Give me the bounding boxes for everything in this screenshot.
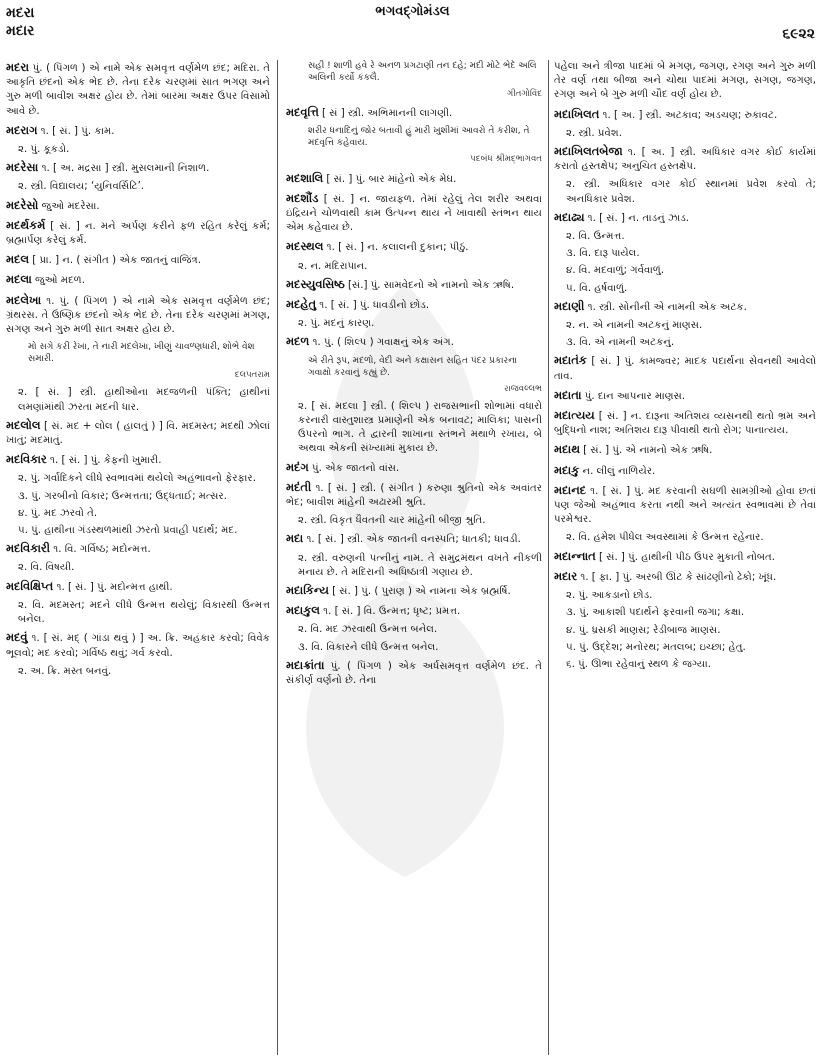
definition-text: ૧. [ સં. ] પું. મદોન્મત્ત હાથી. xyxy=(53,581,173,593)
definition-text: ૧. [ સં. ] પું. કેફની ખુમારી. xyxy=(46,455,162,467)
headword: મદાન્નાત xyxy=(554,548,596,563)
definition-text: ૧. વિ. ગર્વિષ્ઠ; મદોન્મત્ત. xyxy=(50,544,151,556)
dictionary-entry xyxy=(6,123,270,139)
dictionary-entry xyxy=(6,418,270,448)
quotation-source: પદબંધ શ્રીમદ્ભાગવત xyxy=(470,154,542,165)
definition-text: ૧. [ સં. ] વિ. ઉન્મત્ત; ધૃષ્ટ; પ્રમત્ત. xyxy=(319,606,461,618)
sub-definition: ૬. પું. ઊભા રહેવાનું સ્થળ કે જગ્યા. xyxy=(566,658,711,670)
headword: મદાક્રાંતા xyxy=(286,657,325,672)
headword: મદાણી xyxy=(554,298,585,313)
dictionary-entry xyxy=(6,218,270,248)
page-number: ૬૯૨૨ xyxy=(782,26,815,42)
definition-text: [ સં. ] પું. હાથીની પીઠ ઉપર મુકાતી નોબત. xyxy=(595,551,776,563)
quotation: શરીર ધનાદિનું જોર બતાવી હું મારી ખુશીમાં આવરો તે કરીશ, તે મદવૃત્તિ કહેવાય. xyxy=(308,126,530,149)
definition-text: ૧. [ અ. ] સ્ત્રી. અધિકાર વગર કોઈ કાર્યમાં કરાતો હસ્તક્ષેપ; અનુચિત હસ્તક્ષેપ. xyxy=(554,147,816,173)
dictionary-entry xyxy=(286,191,542,236)
dictionary-entry xyxy=(6,272,270,288)
sub-definition: ૨. સ્ત્રી. વિદ્યાલય; ‘યુનિવર્સિટિ’. xyxy=(18,181,145,193)
dictionary-entry xyxy=(554,549,816,565)
sub-definition: ૩. પું. આકાશી પદાર્થને ફરવાની જગા; કક્ષા. xyxy=(566,607,745,619)
headword: મદાતા xyxy=(554,387,582,402)
headword: મદાતંક xyxy=(554,353,587,368)
definition-text: ૧. [ સં. ] ન. તાડનું ઝાડ. xyxy=(584,212,690,224)
sub-definition: ૨. સ્ત્રી. વિકૃત ધૈવતની ચાર માંહેની બીજી શ્રુતિ. xyxy=(298,515,486,527)
quotation-source: રાજવલ્લભ xyxy=(504,383,542,394)
dictionary-entry xyxy=(286,277,542,293)
sub-definition: ૨. પું. કૂકડો. xyxy=(18,144,70,156)
dictionary-entry xyxy=(286,171,542,187)
definition-text: [ સં. ] ન. જાયફળ. તેમાં રહેલું તેલ શરીર અથવા ઇંદ્રિયને ચોળવાથી કામ ઉત્પન્ન થાય ને ખાવાથી સ્તંભન થાય એમ કહેવાય છે. xyxy=(286,193,542,234)
dictionary-entry xyxy=(6,252,270,268)
dictionary-entry xyxy=(286,531,542,547)
sub-definition: ૨. સ્ત્રી. પ્રવેશ. xyxy=(566,127,622,139)
dictionary-entry xyxy=(6,452,270,468)
sub-definition: ૫. વિ. હર્ષવાળું. xyxy=(566,282,628,294)
definition-text: પું. ( પિંગળ ) એક અર્ધસમવૃત્ત વર્ણમેળ છંદ. તે સંકીર્ણ વર્ણનો છે. તેના xyxy=(286,660,542,687)
sub-definition: ૨. ન. એ નામની અટકનું માણસ. xyxy=(566,320,703,332)
definition-text: [ સં. ] ન. દારૂના અતિશય વ્યસનથી થતો ભ્રમ અને બુદ્ધિનો નાશ; અતિશય દારૂ પીવાથી થતો રોગ; પાનાત્યય. xyxy=(554,411,816,437)
dictionary-entry xyxy=(6,579,270,595)
sub-definition: ૪. પું. મદ ઝરવો તે. xyxy=(18,507,98,519)
dictionary-entry xyxy=(286,583,542,599)
definition-text: પું. એક જાતનો વાંસ. xyxy=(308,462,400,474)
headword: મદલેખા xyxy=(6,292,42,307)
headword: મદસ્થલ xyxy=(286,239,324,254)
dictionary-entry xyxy=(554,442,816,458)
headword: મદાકિન્ય xyxy=(286,583,329,598)
dictionary-entry xyxy=(554,107,816,123)
dictionary-entry xyxy=(554,353,816,383)
headword: મદલા xyxy=(6,272,32,287)
headword: મદવિક્ષિપ્ત xyxy=(6,578,54,593)
headword: મદાઢ્ય xyxy=(554,209,585,224)
dictionary-entry xyxy=(554,299,816,315)
column-2 xyxy=(286,60,542,1055)
definition-text: [ સં. મદ + લોલ ( હાલતું ) ] વિ. મદમસ્ત; મદથી ઝોલાં ખાતું; મદમાતું. xyxy=(6,420,270,447)
dictionary-entry xyxy=(6,630,270,660)
sub-definition: ૩. વિ. એ નામની અટકનું. xyxy=(566,337,675,349)
definition-text: ૧. [ અ. મદ્રસા ] સ્ત્રી. મુસલમાની નિશાળ. xyxy=(38,163,210,175)
definition-text: ૧. [ સં. મદ્ ( ગાંડા થવું ) ] અ. ક્રિ. અહંકાર કરવો; વિવેક ભૂલવો; મદ કરવો; ગર્વિષ્ઠ થવું; ગર્વ કરવો. xyxy=(6,633,270,659)
dictionary-entry xyxy=(554,483,816,528)
headword: મદાથ xyxy=(554,442,580,457)
sub-definition: ૨. પું. આકડાનો છોડ. xyxy=(566,590,653,602)
headword: મદાખિલતબેજા xyxy=(554,144,623,159)
sub-definition: ૨. સ્ત્રી. વરુણની પત્નીનું નામ. તે સમુદ્રમંથન વખતે નીકળી મનાય છે. તે મદિરાની અધિષ્ઠાત્રી ગણાય છે. xyxy=(298,552,542,578)
headword: મદાખિલત xyxy=(554,106,600,121)
quotation: મો સગે કરી રેખા, તે નારી મદલેખા, ખીણું ચાવળ્ણધારી, શોભે વેશ સમારી. xyxy=(28,342,255,365)
definition-text: ૧. [ સં. ] સ્ત્રી. ( સંગીત ) કરુણા શ્રુતિનો એક અવાંતર ભેદ; બાવીશ માંહેની અઢારમી શ્રુતિ. xyxy=(286,482,542,509)
definition-text: ૧. સ્ત્રી. સોનીની એ નામની એક અટક. xyxy=(584,301,747,313)
headword: મદળ xyxy=(286,334,310,349)
headword: મદરા xyxy=(6,60,30,74)
definition-text: [ સં ] સ્ત્રી. અભિમાનની લાગણી. xyxy=(318,108,453,120)
headword: મદવિકાર xyxy=(6,452,47,467)
sub-definition: ૨. પું. ગર્વાદિકને લીધે સ્વભાવમાં થયેલો અહંભાવનો ફેરફાર. xyxy=(18,473,256,485)
definition-text: ૧. [ સં. ] પું. ધાવડીનો છોડ. xyxy=(316,300,430,312)
headword: મદલ xyxy=(6,252,30,267)
dictionary-entry xyxy=(554,569,816,585)
headword: મદશૌંડ xyxy=(286,190,319,205)
dictionary-entry xyxy=(6,541,270,557)
definition-text: [ સં. ] ન. મને અર્પણ કરીને ફળ રહિત કરેલું કર્મ; બ્રહ્માર્પણ કરેલું કર્મ. xyxy=(6,220,270,247)
headword: મદસ્યુવસિષ્ઠ xyxy=(286,276,345,291)
quotation: એ રીતે રૂપ, મદળો, વેદી અને કક્ષાસન સહિત પંદર પ્રકારના ગવાક્ષો કરવાનું કહ્યું છે. xyxy=(308,355,518,378)
dictionary-entry xyxy=(286,297,542,313)
definition-text: [ સં. ] પું. કામજ્વર; માદક પદાર્થના સેવનથી આવેલો તાવ. xyxy=(554,356,816,382)
headword: મદરેસો xyxy=(6,197,39,212)
definition-text: [ સં. ] પું. એ નામનો એક ઋષિ. xyxy=(579,445,713,457)
sub-definition: ૨. વિ. વિષયી. xyxy=(18,562,75,574)
sub-definition: ૨. [ સં. ] સ્ત્રી. હાથીઓના મદજળની પંક્તિ; હાથીનાં લમણાંમાંથી ઝરતા મદની ધાર. xyxy=(18,387,270,413)
headword: મદંતી xyxy=(286,479,312,494)
headword: મદાત્યય xyxy=(554,408,595,423)
dictionary-entry xyxy=(286,105,542,121)
column-divider-2 xyxy=(548,60,549,1055)
headword: મદાનદ xyxy=(554,482,587,497)
definition-text: ૧. [ સં. ] પું. મદ કરવાની સઘળી સામગ્રીઓ હોવા છતાં પણ જેઓ અહંભાવ કરતા નથી અને અત્યંત સ્વભાવમાં છે તેવા પરમેશ્વર. xyxy=(554,485,816,526)
definition-text: ૧. [ સં. ] પું. કામ. xyxy=(37,125,115,137)
definition-text: ન. લીલું નાળિયેર. xyxy=(579,465,656,477)
sub-definition: ૨. વિ. ઉન્મત્ત. xyxy=(566,231,625,243)
dictionary-entry xyxy=(554,408,816,438)
dictionary-entry xyxy=(6,60,270,119)
headword: મદવૃત્તિ xyxy=(286,105,319,120)
sub-definition: ૨. વિ. હમેશ પીધેલ અવસ્થામાં કે ઉન્મત્ત રહેનાર. xyxy=(566,532,764,544)
sub-definition: ૪. વિ. મદવાળું; ગર્વવાળું. xyxy=(566,265,665,277)
definition-text: જુઓ મદળ. xyxy=(31,275,85,287)
headword: મદર્થકર્મ xyxy=(6,217,46,232)
quotation-source: ગીતગોવિંદ xyxy=(507,89,542,99)
dictionary-entry xyxy=(286,334,542,350)
column-1 xyxy=(6,60,270,1055)
dictionary-entry xyxy=(286,658,542,688)
headword: મદવું xyxy=(6,630,28,645)
headword: મદવિકારી xyxy=(6,541,51,556)
sub-definition: ૩. વિ. દારૂ પાયેલ. xyxy=(566,248,640,260)
definition-text: પું. દાન આપનાર માણસ. xyxy=(581,390,686,402)
sub-definition: ૨. [ સં. મદલા ] સ્ત્રી. ( શિલ્પ ) રાજસભાની શોભામાં વધારો કરનારી વાસ્તુશાસ્ત્ર પ્રમાણેની એક બનાવટ; માલિકા; પાસની ઉપરનો ભાગ. તે દ્વારની શાખાના સ્તંભને મથાળે રખાય, બે અથવા એકની સંખ્યામાં મુકાય છે. xyxy=(298,400,542,455)
sub-definition: ૫. પું. ઉદ્દેશ; મનોરથ; મતલબ; ઇચ્છા; હેતુ. xyxy=(566,641,746,653)
definition-text: [સં.] પું. સામવેદનો એ નામનો એક ઋષિ. xyxy=(344,279,515,291)
headword: મદાકુલ xyxy=(286,603,320,618)
dictionary-entry xyxy=(6,293,270,338)
definition-text: ૧. પું. ( શિલ્પ ) ગવાક્ષનું એક અંગ. xyxy=(309,337,454,349)
sub-definition: ૨. સ્ત્રી. અધિકાર વગર કોઈ સ્થાનમાં પ્રવેશ કરવો તે; અનધિકાર પ્રવેશ. xyxy=(566,179,816,205)
definition-text: જુઓ મદરેસા. xyxy=(38,200,100,212)
headword: મદાકુ xyxy=(554,462,580,477)
headword: મદરેસા xyxy=(6,160,39,175)
definition-text: [ પ્રા. ] ન. ( સંગીત ) એક જાતનું વાજિંત્ર. xyxy=(29,255,202,267)
column-3 xyxy=(554,60,816,1055)
headword: મદંગ xyxy=(286,459,309,474)
page-title: ભગવદ્ગોમંડલ xyxy=(375,4,450,19)
sub-definition: ૪. પું. ધ્રસકી માણસ; રેડીબાજ માણસ. xyxy=(566,624,721,636)
definition-text: ૧. [ સં. ] ન. કલાલની દુકાન; પીઠું. xyxy=(323,242,469,254)
headword: મદહેતુ xyxy=(286,297,317,312)
sub-definition: ૩. પું. ગરબીનો વિકાર; ઉન્મત્તતા; ઉદ્ધતાઈ; મત્સર. xyxy=(18,490,228,502)
sub-definition: ૨. વિ. મદમસ્ત; મદને લીધે ઉન્મત્ત થયેલું; વિકારથી ઉન્મત્ત બનેલ. xyxy=(18,599,270,626)
definition-text: ૧. [ સં. ] સ્ત્રી. એક જાતની વનસ્પતિ; ધાતકી; ધાવડી. xyxy=(303,534,521,546)
sub-definition: ૨. અ. ક્રિ. મસ્ત બનવું. xyxy=(18,665,112,677)
definition-text: [ સં. ] પું. ( પુરાણ ) એ નામના એક બ્રહ્મર્ષિ. xyxy=(328,586,511,598)
headword: મદાર xyxy=(554,568,578,583)
guide-word-top: મદરા xyxy=(6,5,35,21)
guide-word-bottom: મદાર xyxy=(6,23,35,39)
headword: મદલોલ xyxy=(6,417,41,432)
dictionary-entry xyxy=(286,480,542,510)
dictionary-entry xyxy=(554,144,816,174)
dictionary-entry xyxy=(554,463,816,479)
definition-text: ૧. પું. ( પિંગળ ) એ નામે એક સમવૃત્ત વર્ણમેળ છંદ; ગ્રંથરસ. તે ઉષ્ણિક છંદનો એક ભેદ છે. તેના દરેક ચરણમાં મગણ, સગણ અને ગુરુ મળી સાત અક્ષર હોય છે. xyxy=(6,295,270,336)
headword: મદા xyxy=(286,531,304,546)
sub-definition: ૩. વિ. વિકારને લીધે ઉન્મત્ત બનેલ. xyxy=(298,641,439,653)
sub-definition: ૨. પું. મદનું કારણ. xyxy=(298,318,375,330)
headword: મદશાલિ xyxy=(286,170,324,185)
definition-text: [ સં. ] પું. બાર માંહેનો એક મેઘ. xyxy=(323,173,457,185)
dictionary-entry xyxy=(6,160,270,176)
headword: મદરાગ xyxy=(6,122,38,137)
dictionary-entry xyxy=(286,603,542,619)
sub-definition: ૨. વિ. મદ ઝરવાથી ઉન્મત્ત બનેલ. xyxy=(298,624,438,636)
definition-text: પું. ( પિંગળ ) એ નામે એક સમવૃત્ત વર્ણમેળ છંદ; મદિરા. તે આકૃતિ છંદનો એક ભેદ છે. તેના દરેક ચરણમાં સાત ભગણ અને ગુરુ મળી બાવીશ અક્ષર હોય છે. તેમાં બારમા અક્ષર ઉપર વિસામો આવે છે. xyxy=(6,63,270,117)
column-divider-1 xyxy=(277,60,278,1055)
dictionary-entry xyxy=(554,388,816,404)
sub-definition: ૫. પું. હાથીના ગંડસ્થળમાંથી ઝરતો પ્રવાહી પદાર્થ; મદ. xyxy=(18,525,238,537)
continued-definition: પહેલા અને ત્રીજા પાદમાં બે મગણ, જગણ, રગણ અને ગુરુ મળી તેર વર્ણ તથા બીજા અને ચોથા પાદમાં મગણ, સગણ, જગણ, રગણ અને બે ગુરુ મળી ચૌદ વર્ણ હોય છે. xyxy=(554,61,816,101)
quotation-source: દલપતરામ xyxy=(234,370,270,381)
dictionary-entry xyxy=(554,210,816,226)
dictionary-entry xyxy=(286,239,542,255)
dictionary-entry xyxy=(6,198,270,214)
quotation: સહી ! શાળી હવે રે અનળ પ્રગટાણી તન દહે; મદી મોટે ભેદે અલિ અલિની કર્યો કંકલૈ. xyxy=(308,61,537,83)
definition-text: ૧. [ ફા. ] પું. અરબી ઊંટ કે સાંઢણીનો ઢેકો; ખૂંધ. xyxy=(577,571,777,583)
definition-text: ૧. [ અ. ] સ્ત્રી. અટકાવ; અડચણ; રુકાવટ. xyxy=(599,109,778,121)
dictionary-entry xyxy=(286,460,542,476)
sub-definition: ૨. ન. મદિરાપાન. xyxy=(298,260,368,272)
